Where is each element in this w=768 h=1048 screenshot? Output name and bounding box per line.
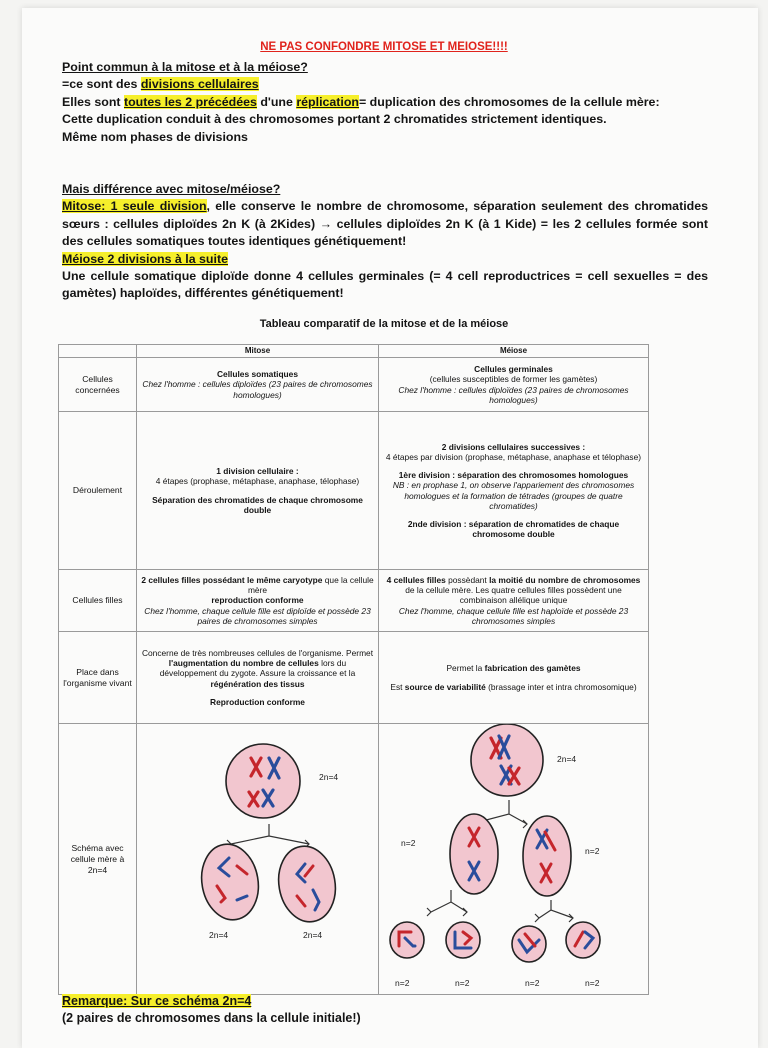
gamete-4 bbox=[566, 922, 600, 958]
comparison-table bbox=[58, 344, 649, 995]
cell-bold-text: 2nde division : séparation de chromatides de chaque chromosome double bbox=[407, 518, 620, 540]
gamete-1 bbox=[390, 922, 424, 958]
gamete-2-label: n=2 bbox=[455, 978, 470, 988]
cell-text: Chez l'homme : cellules diploïdes (23 paires de chromosomes homologues) bbox=[398, 384, 629, 405]
intermediate-cell-2-label: n=2 bbox=[585, 846, 600, 856]
mitose-diagram bbox=[137, 724, 379, 992]
mother-cell-label: 2n=4 bbox=[319, 772, 339, 782]
row-deroulement bbox=[59, 412, 649, 570]
division-arrow bbox=[227, 824, 309, 848]
cell-mitose bbox=[137, 358, 379, 412]
mitose-paragraph bbox=[62, 198, 708, 250]
cell-text: (cellules susceptibles de former les gamètes) bbox=[429, 374, 598, 385]
intermediate-cell-2 bbox=[523, 816, 571, 896]
cell-text-block bbox=[382, 575, 645, 606]
cell-bold-text: 1ère division : séparation des chromosomes homologues bbox=[398, 470, 629, 481]
mitose-text: , elle conserve le nombre de chromosome, séparation seulement des chromatides sœurs : cellules diploïdes 2n K (à 2Kides) → cellules diploïdes 2n K (à 1 Kide) = les 2 cellules formée sont des cellules somatiques toutes identiques génétiquement! bbox=[62, 199, 708, 249]
cell-text-block bbox=[382, 663, 645, 673]
cell-text: possèdant bbox=[445, 574, 490, 585]
row-label: Déroulement bbox=[59, 412, 137, 570]
intro-line-2 bbox=[62, 94, 708, 111]
cell-bold-text: source de variabilité bbox=[404, 681, 486, 692]
intro-line-1 bbox=[62, 76, 708, 93]
row-schema bbox=[59, 724, 649, 995]
cell-text-block bbox=[140, 575, 375, 595]
cell-meiose bbox=[379, 358, 649, 412]
gamete-1-label: n=2 bbox=[395, 978, 410, 988]
document-title: NE PAS CONFONDRE MITOSE ET MEIOSE!!!! bbox=[260, 41, 508, 53]
cell-text: de la cellule mère. Les quatre cellules filles possèdent une combinaison allélique unique bbox=[405, 585, 622, 606]
row-cellules-concernees bbox=[59, 358, 649, 412]
intro-text: = duplication des chromosomes de la cellule mère: bbox=[359, 94, 660, 109]
row-cellules-filles bbox=[59, 570, 649, 632]
gamete-3 bbox=[512, 926, 546, 962]
meiose-paragraph: Une cellule somatique diploïde donne 4 cellules germinales (= 4 cell reproductrices = cell sexuelles = des gamètes) haploïdes, différentes génétiquement! bbox=[62, 269, 708, 301]
remark-line-2: (2 paires de chromosomes dans la cellule initiale!) bbox=[62, 1011, 361, 1025]
highlight-divisions: divisions cellulaires bbox=[140, 77, 259, 92]
cell-mitose bbox=[137, 632, 379, 724]
gamete-3-label: n=2 bbox=[525, 978, 540, 988]
cell-bold-text: Séparation des chromatides de chaque chromosome double bbox=[152, 494, 363, 515]
cell-text: Est bbox=[390, 681, 405, 692]
intro-text: d'une bbox=[256, 94, 297, 109]
table-header-row bbox=[59, 345, 649, 358]
row-label: Cellules concernées bbox=[59, 358, 137, 412]
cell-meiose bbox=[379, 412, 649, 570]
cell-text: NB : en prophase 1, on observe l'appariement des chromosomes homologues et la formation de tétrades (groupes de quatre chromatides) bbox=[392, 480, 635, 511]
division-2-arrow-left bbox=[427, 890, 467, 916]
intro-text: =ce sont des bbox=[62, 77, 141, 92]
intermediate-cell-1 bbox=[450, 814, 498, 894]
remark-line-1 bbox=[62, 993, 361, 1010]
gamete-4-label: n=2 bbox=[585, 978, 600, 988]
cell-text: Chez l'homme : cellules diploïdes (23 paires de chromosomes homologues) bbox=[142, 379, 373, 400]
row-label: Cellules filles bbox=[59, 570, 137, 632]
cell-meiose-schema bbox=[379, 724, 649, 995]
highlight-mitose: Mitose: 1 seule division bbox=[62, 199, 207, 214]
cell-meiose bbox=[379, 570, 649, 632]
intro-line-3: Cette duplication conduit à des chromosomes portant 2 chromatides strictement identiques. bbox=[62, 112, 607, 127]
cell-text: 4 étapes (prophase, métaphase, anaphase, télophase) bbox=[155, 476, 360, 487]
row-label: Place dans l'organisme vivant bbox=[59, 632, 137, 724]
meiose-heading bbox=[62, 251, 708, 268]
daughter-cell-1-label: 2n=4 bbox=[209, 930, 229, 940]
cell-bold-text: Reproduction conforme bbox=[210, 696, 305, 707]
row-label: Schéma avec cellule mère à 2n=4 bbox=[59, 724, 137, 995]
cell-bold-text: la moitié du nombre de chromosomes bbox=[489, 574, 641, 585]
header-mitose: Mitose bbox=[137, 345, 379, 358]
daughter-cell-1 bbox=[196, 840, 264, 925]
cell-text: Permet la bbox=[446, 663, 485, 674]
cell-bold-text: 2 divisions cellulaires successives : bbox=[441, 441, 586, 452]
cell-text-block bbox=[382, 682, 645, 692]
header-empty bbox=[59, 345, 137, 358]
footer-remark bbox=[62, 993, 361, 1027]
cell-text: 4 étapes par division (prophase, métaphase, anaphase et télophase) bbox=[385, 451, 642, 462]
cell-mitose bbox=[137, 412, 379, 570]
cell-text: lors du développement du zygote. Assure la croissance et la bbox=[159, 658, 356, 679]
cell-bold-text: l'augmentation du nombre de cellules bbox=[168, 658, 319, 669]
cell-meiose bbox=[379, 632, 649, 724]
mother-cell bbox=[226, 744, 300, 818]
cell-text: Concerne de très nombreuses cellules de l'organisme. Permet bbox=[141, 647, 374, 658]
highlight-replication: réplication bbox=[296, 94, 359, 109]
cell-bold-text: Cellules germinales bbox=[474, 364, 553, 375]
division-2-arrow-right bbox=[535, 900, 573, 922]
question-differences: Mais différence avec mitose/méiose? bbox=[62, 182, 281, 196]
cell-text: Chez l'homme, chaque cellule fille est diploïde et possède 23 paires de chromosomes simples bbox=[144, 605, 371, 626]
intermediate-cell-1-label: n=2 bbox=[401, 838, 416, 848]
intro-line-4: Même nom phases de divisions bbox=[62, 129, 248, 144]
cell-text: (brassage inter et intra chromosomique) bbox=[485, 681, 637, 692]
gamete-2 bbox=[446, 922, 480, 958]
header-meiose: Méiose bbox=[379, 345, 649, 358]
daughter-cell-2 bbox=[273, 842, 341, 927]
cell-bold-text: Cellules somatiques bbox=[217, 369, 298, 380]
highlight-meiose: Méiose 2 divisions à la suite bbox=[62, 251, 228, 266]
question-common-points: Point commun à la mitose et à la méiose? bbox=[62, 60, 308, 74]
intro-section bbox=[62, 59, 708, 146]
mother-cell-label: 2n=4 bbox=[557, 754, 577, 764]
table-title: Tableau comparatif de la mitose et de la méiose bbox=[259, 318, 509, 330]
daughter-cell-2-label: 2n=4 bbox=[303, 930, 323, 940]
cell-bold-text: 2 cellules filles possédant le même caryotype bbox=[141, 574, 323, 585]
cell-bold-text: 1 division cellulaire : bbox=[216, 466, 299, 477]
cell-bold-text: reproduction conforme bbox=[211, 595, 304, 606]
cell-mitose bbox=[137, 570, 379, 632]
cell-text: Chez l'homme, chaque cellule fille est haploïde et possède 23 chromosomes simples bbox=[398, 605, 629, 626]
cell-bold-text: régénération des tissus bbox=[210, 678, 305, 689]
cell-text: que la cellule mère bbox=[247, 574, 374, 596]
cell-bold-text: 4 cellules filles bbox=[386, 574, 446, 585]
row-place-organisme bbox=[59, 632, 649, 724]
mother-cell bbox=[471, 724, 543, 796]
cell-mitose-schema bbox=[137, 724, 379, 995]
remark-highlight: Remarque: Sur ce schéma 2n=4 bbox=[62, 994, 252, 1008]
intro-text: Elles sont bbox=[62, 94, 124, 109]
cell-text-block bbox=[140, 648, 375, 689]
meiose-diagram bbox=[379, 724, 649, 992]
cell-bold-text: fabrication des gamètes bbox=[484, 663, 581, 674]
difference-section bbox=[62, 181, 708, 303]
highlight-precedees: toutes les 2 précédées bbox=[123, 94, 257, 109]
